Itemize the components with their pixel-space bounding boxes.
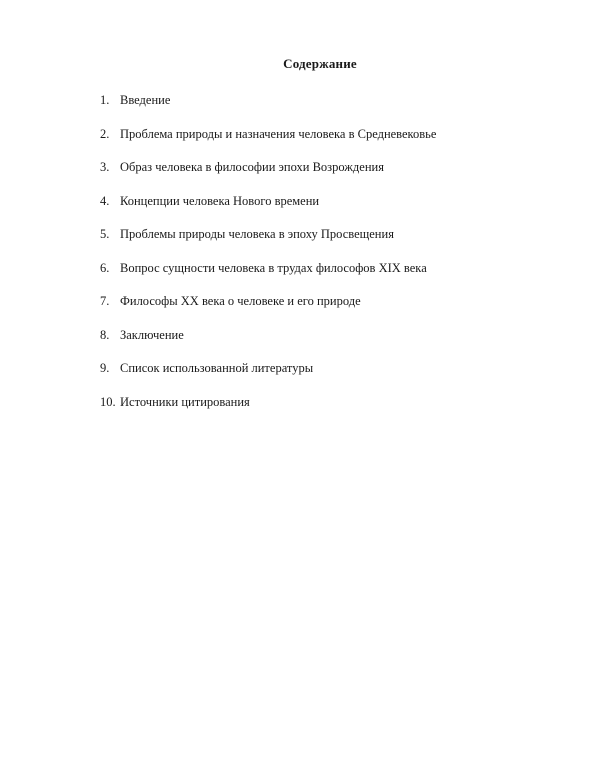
toc-item-text: Образ человека в философии эпохи Возрождения: [120, 160, 384, 174]
page-title: Содержание: [283, 56, 357, 71]
toc-item-text: Введение: [120, 93, 171, 107]
toc-item-text: Проблемы природы человека в эпоху Просвещения: [120, 227, 394, 241]
toc-item-text: Список использованной литературы: [120, 361, 314, 375]
toc-item-text: Философы XX века о человеке и его природе: [120, 294, 361, 308]
toc-item: [100, 258, 436, 292]
toc-item-text: Проблема природы и назначения человека в Средневековье: [120, 126, 437, 141]
toc-item: [100, 325, 436, 359]
toc-item-number: 1.: [100, 93, 110, 107]
toc-item: [100, 157, 436, 191]
toc-item-text: Заключение: [120, 327, 184, 342]
toc-item: [100, 224, 436, 258]
toc-item: [100, 191, 436, 225]
toc-item-number: 10.: [100, 394, 116, 409]
toc-item-number: 3.: [100, 160, 110, 174]
toc-item-number: 4.: [100, 193, 110, 208]
toc-item: [100, 392, 436, 426]
toc-item-text: Концепции человека Нового времени: [120, 193, 320, 208]
toc-item: [100, 90, 436, 124]
toc-item-number: 2.: [100, 126, 110, 141]
toc-item-number: 8.: [100, 327, 110, 342]
toc-item-text: Источники цитирования: [120, 394, 250, 409]
table-of-contents: [100, 90, 436, 425]
toc-item-number: 9.: [100, 361, 110, 375]
toc-item-number: 6.: [100, 260, 110, 275]
toc-item: [100, 291, 436, 325]
toc-item-text: Вопрос сущности человека в трудах философов XIX века: [120, 260, 427, 275]
toc-item-number: 7.: [100, 294, 110, 308]
toc-item: [100, 358, 436, 392]
toc-item: [100, 124, 436, 158]
toc-item-number: 5.: [100, 227, 110, 241]
